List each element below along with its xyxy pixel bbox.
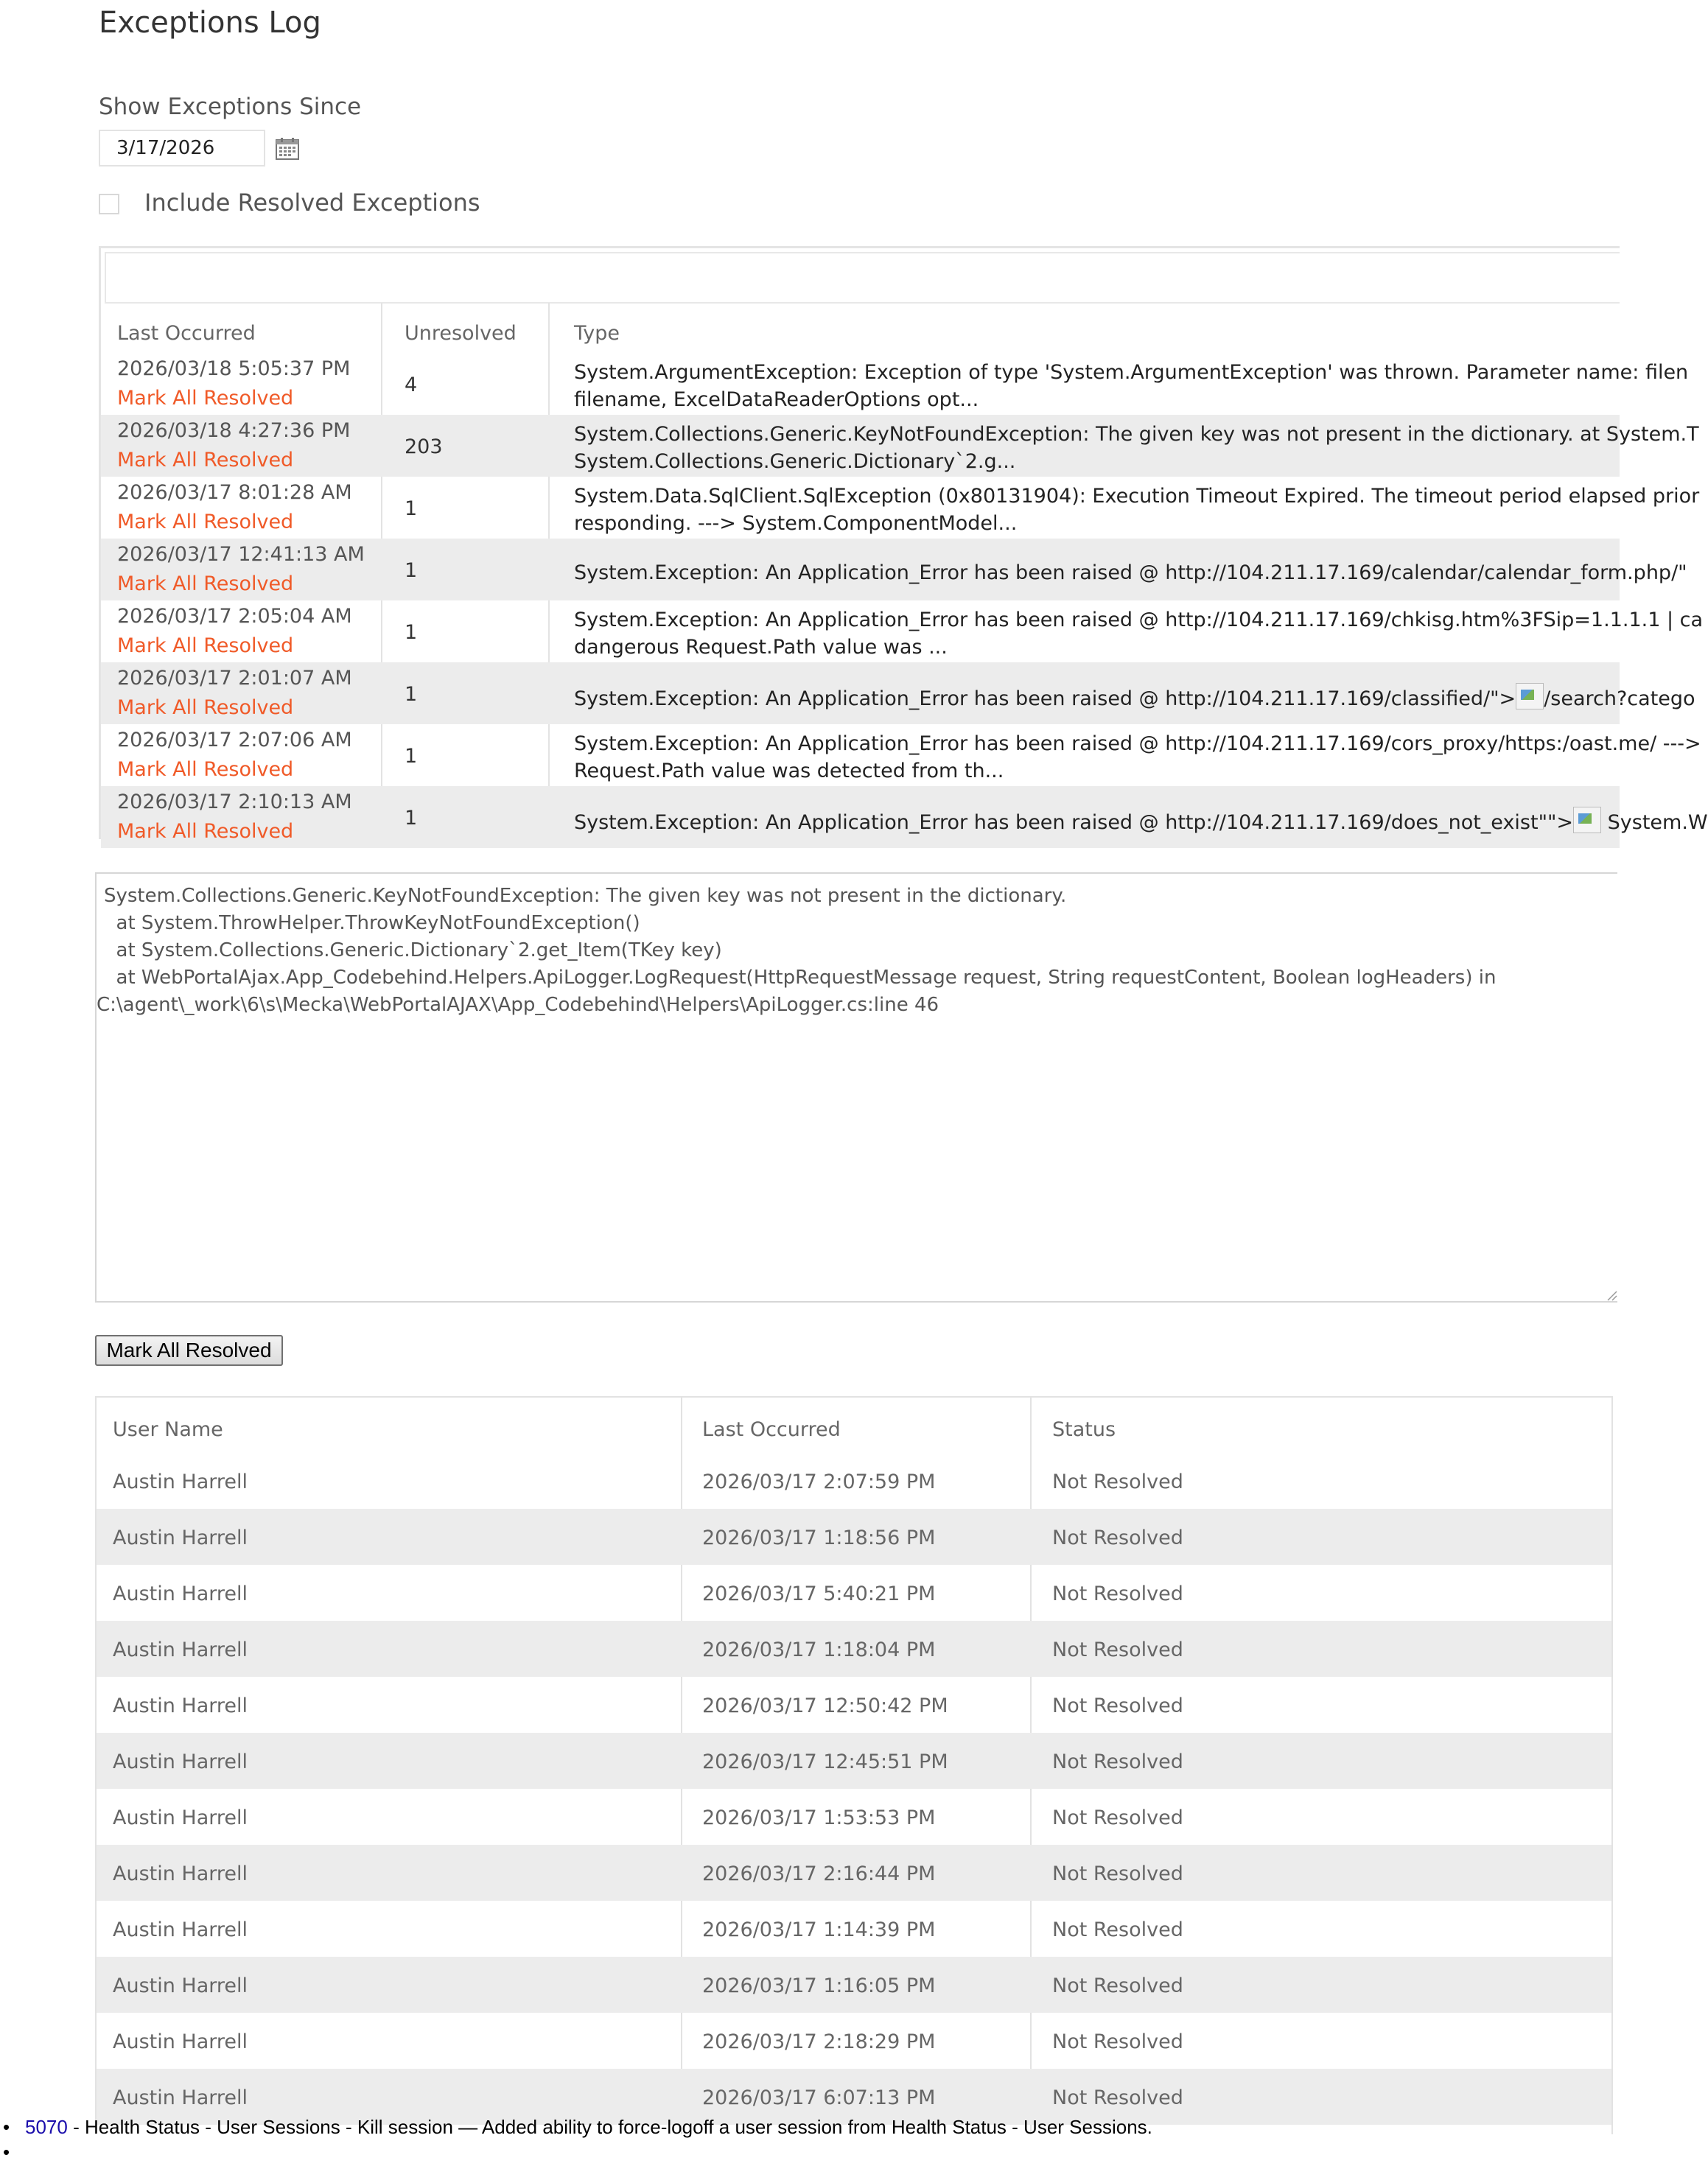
type-line: Request.Path value was detected from th... [574,760,1004,782]
last-occurred: 2026/03/17 2:10:13 AM [117,791,352,813]
type-line: System.Collections.Generic.KeyNotFoundException: The given key was not present in the dictionary. at System.T [574,423,1699,446]
user-name: Austin Harrell [113,1918,248,1941]
last-occurred: 2026/03/17 1:18:04 PM [702,1638,936,1661]
type-line: dangerous Request.Path value was ... [574,636,948,659]
last-occurred: 2026/03/17 1:16:05 PM [702,1974,936,1997]
exception-row[interactable] [101,724,1701,786]
type-line: System.ArgumentException: Exception of type 'System.ArgumentException' was thrown. Parameter name: filen [574,361,1689,384]
grid-toolbar [105,252,1620,304]
unresolved-count: 1 [405,683,418,706]
resize-grip-icon[interactable] [1606,1289,1617,1301]
mark-all-resolved-link[interactable]: Mark All Resolved [117,820,294,843]
header-unresolved[interactable]: Unresolved [405,322,517,345]
status: Not Resolved [1052,1750,1183,1773]
last-occurred: 2026/03/18 4:27:36 PM [117,419,351,442]
session-row[interactable] [97,2013,1611,2069]
type-line-tail: System.W [1601,811,1708,834]
type-line: System.Collections.Generic.Dictionary`2.g... [574,450,1016,473]
since-date-input[interactable] [99,130,265,167]
user-name: Austin Harrell [113,1806,248,1829]
user-name: Austin Harrell [113,1694,248,1717]
session-row[interactable] [97,1565,1611,1621]
unresolved-count: 1 [405,745,418,768]
type-line: System.Exception: An Application_Error has been raised @ http://104.211.17.169/does_not_exist""> [574,811,1574,834]
status: Not Resolved [1052,1806,1183,1829]
user-name: Austin Harrell [113,2086,248,2109]
type-line: System.Exception: An Application_Error has been raised @ http://104.211.17.169/classified/"> [574,687,1516,710]
status: Not Resolved [1052,1862,1183,1885]
last-occurred: 2026/03/17 2:07:59 PM [702,1471,936,1493]
mark-all-resolved-link[interactable]: Mark All Resolved [117,758,294,781]
last-occurred: 2026/03/17 5:40:21 PM [702,1583,936,1605]
user-name: Austin Harrell [113,1471,248,1493]
unresolved-count: 1 [405,807,418,830]
bullet: • [3,2116,10,2138]
last-occurred: 2026/03/17 2:01:07 AM [117,667,352,690]
exception-type [574,359,1689,413]
exception-row[interactable] [101,600,1704,662]
type-line-tail: /search?catego [1544,687,1695,710]
session-row[interactable] [97,1789,1611,1845]
exception-row[interactable] [101,477,1700,539]
session-row[interactable] [97,1453,1611,1509]
exception-row[interactable] [101,539,1687,600]
detail-line: at System.Collections.Generic.Dictionary`2.get_Item(TKey key) [104,939,722,961]
user-name: Austin Harrell [113,2030,248,2053]
mark-all-resolved-link[interactable]: Mark All Resolved [117,449,294,472]
last-occurred: 2026/03/17 12:45:51 PM [702,1750,948,1773]
exception-type [574,606,1704,661]
last-occurred: 2026/03/17 2:05:04 AM [117,605,352,628]
exception-type [574,683,1695,712]
broken-image-icon [1573,807,1601,833]
status: Not Resolved [1052,1527,1183,1549]
release-note-text [25,2116,1152,2139]
unresolved-count: 1 [405,559,418,582]
exception-type [574,483,1700,537]
sessions-header [97,1398,1611,1457]
exception-row[interactable] [101,662,1695,724]
exception-type [574,559,1687,586]
type-line: System.Exception: An Application_Error has been raised @ http://104.211.17.169/chkisg.htm%3FSip=1.1.1.1 | ca [574,609,1704,631]
mark-all-resolved-button[interactable]: Mark All Resolved [95,1335,283,1366]
mark-all-resolved-link[interactable]: Mark All Resolved [117,572,294,595]
user-name: Austin Harrell [113,1638,248,1661]
detail-line: at WebPortalAjax.App_Codebehind.Helpers.ApiLogger.LogRequest(HttpRequestMessage request, String requestContent, Boolean logHeaders) in [104,967,1497,989]
status: Not Resolved [1052,2086,1183,2109]
exceptions-grid [99,246,1708,843]
item-number-link[interactable]: 5070 [25,2116,68,2138]
header-type[interactable]: Type [574,322,620,345]
header-user-name[interactable]: User Name [113,1418,223,1441]
status: Not Resolved [1052,1918,1183,1941]
user-name: Austin Harrell [113,1974,248,1997]
mark-all-resolved-link[interactable]: Mark All Resolved [117,511,294,533]
last-occurred: 2026/03/17 2:16:44 PM [702,1862,936,1885]
last-occurred: 2026/03/17 1:53:53 PM [702,1806,936,1829]
exception-row[interactable] [101,415,1699,477]
unresolved-count: 1 [405,497,418,520]
calendar-icon[interactable] [275,137,300,161]
exception-type [574,730,1701,785]
detail-line: C:\agent\_work\6\s\Mecka\WebPortalAJAX\App_Codebehind\Helpers\ApiLogger.cs:line 46 [97,994,939,1016]
status: Not Resolved [1052,1471,1183,1493]
release-note-description: - Health Status - User Sessions - Kill session — Added ability to force-logoff a user session from Health Status - User Sessions. [67,2116,1152,2138]
type-line: filename, ExcelDataReaderOptions opt... [574,388,979,411]
type-line: System.Exception: An Application_Error has been raised @ http://104.211.17.169/calendar/calendar_form.php/" [574,561,1687,584]
session-row[interactable] [97,1733,1611,1789]
last-occurred: 2026/03/17 1:18:56 PM [702,1527,936,1549]
include-resolved-checkbox[interactable] [99,194,119,214]
session-row[interactable] [97,1621,1611,1677]
type-line: System.Exception: An Application_Error has been raised @ http://104.211.17.169/cors_proxy/https:/oast.me/ ---> [574,732,1701,755]
exception-row[interactable] [101,353,1689,415]
session-row[interactable] [97,1677,1611,1733]
exception-type [574,421,1699,475]
unresolved-count: 4 [405,374,418,396]
user-name: Austin Harrell [113,1583,248,1605]
last-occurred: 2026/03/17 12:50:42 PM [702,1694,948,1717]
broken-image-icon [1516,683,1544,709]
last-occurred: 2026/03/17 8:01:28 AM [117,481,352,504]
mark-all-resolved-link[interactable]: Mark All Resolved [117,634,294,657]
page-title: Exceptions Log [99,6,321,40]
session-row[interactable] [97,1957,1611,2013]
last-occurred: 2026/03/18 5:05:37 PM [117,357,351,380]
last-occurred: 2026/03/17 6:07:13 PM [702,2086,936,2109]
unresolved-count: 203 [405,435,443,458]
status: Not Resolved [1052,1583,1183,1605]
include-resolved-label: Include Resolved Exceptions [144,189,480,217]
status: Not Resolved [1052,1638,1183,1661]
mark-all-resolved-link[interactable]: Mark All Resolved [117,387,294,410]
unresolved-count: 1 [405,621,418,644]
user-name: Austin Harrell [113,1527,248,1549]
status: Not Resolved [1052,1974,1183,1997]
last-occurred: 2026/03/17 12:41:13 AM [117,543,365,566]
exceptions-header [101,303,1620,356]
last-occurred: 2026/03/17 2:07:06 AM [117,729,352,751]
type-line: System.Data.SqlClient.SqlException (0x80131904): Execution Timeout Expired. The timeout period elapsed prior [574,485,1700,508]
exception-detail-textarea[interactable] [95,872,1617,1303]
detail-line: System.Collections.Generic.KeyNotFoundException: The given key was not present in the dictionary. [104,885,1067,907]
last-occurred: 2026/03/17 2:18:29 PM [702,2030,936,2053]
user-name: Austin Harrell [113,1750,248,1773]
session-row[interactable] [97,1845,1611,1901]
session-row[interactable] [97,1901,1611,1957]
since-label: Show Exceptions Since [99,94,362,120]
detail-line: at System.ThrowHelper.ThrowKeyNotFoundException() [104,912,640,934]
exception-row[interactable] [101,786,1708,848]
type-line: responding. ---> System.ComponentModel... [574,512,1018,535]
header-status[interactable]: Status [1052,1418,1116,1441]
last-occurred: 2026/03/17 1:14:39 PM [702,1918,936,1941]
mark-all-resolved-link[interactable]: Mark All Resolved [117,696,294,719]
bullet: • [3,2141,10,2163]
status: Not Resolved [1052,1694,1183,1717]
header-last-occurred[interactable]: Last Occurred [117,322,256,345]
status: Not Resolved [1052,2030,1183,2053]
user-sessions-grid [95,1396,1613,2134]
header-last-occurred[interactable]: Last Occurred [702,1418,841,1441]
session-row[interactable] [97,1509,1611,1565]
user-name: Austin Harrell [113,1862,248,1885]
exception-type [574,807,1708,836]
